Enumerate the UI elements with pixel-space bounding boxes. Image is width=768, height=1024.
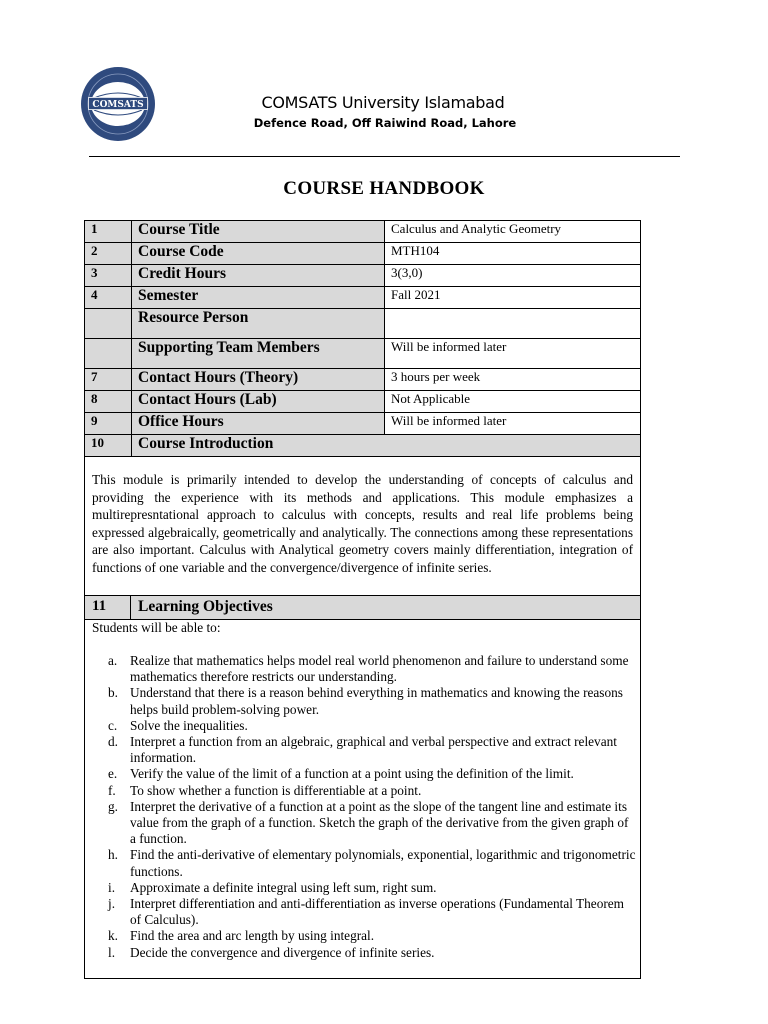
list-marker: i. — [108, 879, 116, 895]
list-marker: e. — [108, 766, 118, 782]
document-title: COURSE HANDBOOK — [283, 178, 485, 199]
row-label: Credit Hours — [132, 265, 385, 287]
list-item — [85, 847, 636, 879]
list-item — [85, 783, 636, 799]
list-marker: c. — [108, 717, 118, 733]
course-info-table — [84, 220, 641, 457]
learning-objectives-body — [84, 620, 641, 979]
row-value: Will be informed later — [385, 413, 641, 435]
list-marker: b. — [108, 685, 118, 701]
row-number: 2 — [85, 243, 132, 265]
list-marker: g. — [108, 798, 118, 814]
row-number: 4 — [85, 287, 132, 309]
list-item-text: To show whether a function is differentiable at a point. — [130, 782, 422, 798]
section-number: 11 — [85, 596, 131, 619]
row-label: Course Introduction — [132, 435, 641, 457]
row-number: 9 — [85, 413, 132, 435]
row-value: MTH104 — [385, 243, 641, 265]
table-row — [85, 309, 641, 339]
list-item — [85, 928, 636, 944]
row-number: 8 — [85, 391, 132, 413]
logo-text: COMSATS — [92, 100, 144, 110]
list-item-text: Decide the convergence and divergence of infinite series. — [130, 944, 435, 960]
row-number: 10 — [85, 435, 132, 457]
row-value: Calculus and Analytic Geometry — [385, 221, 641, 243]
list-item-text: Interpret differentiation and anti-differentiation as inverse operations (Fundamental Theorem of Calculus). — [130, 896, 625, 928]
list-item — [85, 653, 636, 685]
row-label: Contact Hours (Theory) — [132, 369, 385, 391]
list-item — [85, 734, 636, 766]
header-divider — [89, 156, 680, 157]
objectives-intro: Students will be able to: — [92, 620, 221, 635]
table-row — [85, 391, 641, 413]
list-item-text: Find the area and arc length by using integral. — [130, 928, 375, 944]
table-row — [85, 243, 641, 265]
list-marker: l. — [108, 944, 116, 960]
table-row — [85, 369, 641, 391]
list-item — [85, 799, 636, 848]
list-item — [85, 880, 636, 896]
list-item-text: Interpret a function from an algebraic, graphical and verbal perspective and extract relevant information. — [130, 734, 617, 766]
table-row — [85, 287, 641, 309]
table-row — [85, 413, 641, 435]
row-number: 7 — [85, 369, 132, 391]
list-marker: a. — [108, 653, 118, 668]
list-item-text: Approximate a definite integral using left sum, right sum. — [130, 879, 437, 895]
list-item-text: Find the anti-derivative of elementary polynomials, exponential, logarithmic and trigonometric functions. — [130, 847, 636, 879]
table-row — [85, 221, 641, 243]
row-label: Semester — [132, 287, 385, 309]
list-item-text: Verify the value of the limit of a function at a point using the definition of the limit. — [130, 766, 574, 782]
table-row — [85, 435, 641, 457]
list-item-text: Interpret the derivative of a function at a point as the slope of the tangent line and estimate its value from the graph of a function. Sketch the graph of the derivative from the given graph of a function. — [130, 798, 629, 847]
objectives-list — [85, 653, 636, 961]
course-introduction-text: This module is primarily intended to develop the understanding of concepts of calculus and providing the experience with its methods and applications. This module emphasizes a multirepresntational approach to calculus with concepts, results and real life problems being expressed algebraically, geometrically and analytically. The connections among these representations are also important. Calculus with Analytical geometry covers mainly differentiation, integration of functions of one variable and the convergence/divergence of infinite series. — [84, 455, 641, 595]
row-label: Office Hours — [132, 413, 385, 435]
list-marker: f. — [108, 782, 116, 798]
row-label: Contact Hours (Lab) — [132, 391, 385, 413]
university-name: COMSATS University Islamabad — [261, 93, 505, 112]
list-marker: h. — [108, 847, 118, 863]
row-value — [385, 309, 641, 339]
list-item — [85, 896, 636, 928]
comsats-logo — [80, 66, 156, 142]
university-address: Defence Road, Off Raiwind Road, Lahore — [253, 116, 517, 130]
list-marker: k. — [108, 928, 118, 944]
row-value: Fall 2021 — [385, 287, 641, 309]
row-label: Course Code — [132, 243, 385, 265]
table-row — [85, 265, 641, 287]
row-number — [85, 309, 132, 339]
list-item — [85, 685, 636, 717]
row-number: 3 — [85, 265, 132, 287]
row-label: Supporting Team Members — [132, 339, 385, 369]
row-value: Not Applicable — [385, 391, 641, 413]
table-row — [85, 339, 641, 369]
row-label: Course Title — [132, 221, 385, 243]
list-marker: d. — [108, 734, 118, 750]
list-item-text: Realize that mathematics helps model real world phenomenon and failure to understand some mathematics therefore restricts our understanding. — [130, 653, 629, 685]
section-title: Learning Objectives — [138, 598, 273, 615]
row-value: 3 hours per week — [385, 369, 641, 391]
learning-objectives-header — [84, 595, 641, 620]
list-item-text: Understand that there is a reason behind everything in mathematics and knowing the reasons helps build problem-solving power. — [130, 685, 623, 717]
list-item — [85, 766, 636, 782]
list-item — [85, 945, 636, 961]
list-item-text: Solve the inequalities. — [130, 717, 248, 733]
row-value: 3(3,0) — [385, 265, 641, 287]
row-number — [85, 339, 132, 369]
list-item — [85, 718, 636, 734]
list-marker: j. — [108, 896, 116, 912]
row-number: 1 — [85, 221, 132, 243]
row-value: Will be informed later — [385, 339, 641, 369]
row-label: Resource Person — [132, 309, 385, 339]
